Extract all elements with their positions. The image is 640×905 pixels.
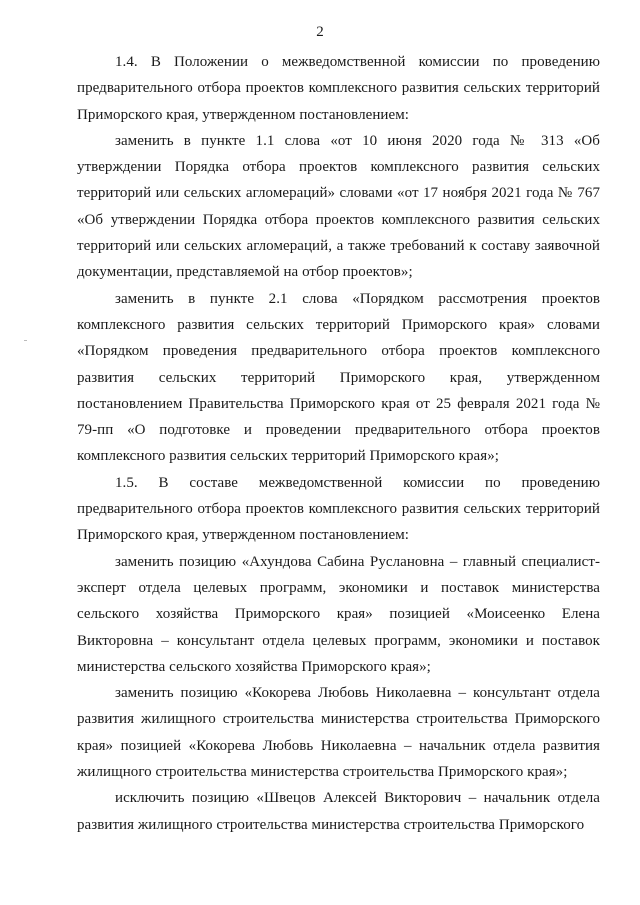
paragraph-1-5-intro: 1.5. В составе межведомственной комиссии по проведению предварительного отбора проектов комплексного развития сельских территорий Приморского края, утвержденном постановлением: (77, 474, 600, 544)
paragraph-replace-clause-1-1: заменить в пункте 1.1 слова «от 10 июня 2020 года № 313 «Об утверждении Порядка отбора проектов комплексного развития сельских территорий или сельских агломераций» словами «от 17 ноября 2021 года № 767 «Об утверждении Порядка отбора проектов комплексного развития сельских территорий или сельских агломераций, а также требований к составу заявочной документации, представляемой на отбор проектов»; (77, 132, 600, 281)
paragraph-replace-clause-2-1: заменить в пункте 2.1 слова «Порядком рассмотрения проектов комплексного развития сельских территорий Приморского края» словами «Порядком проведения предварительного отбора проектов комплексного развития сельских территорий Приморского края, утвержденном постановлением Правительства Приморского края от 25 февраля 2021 года № 79-пп «О подготовке и проведении предварительного отбора проектов комплексного развития сельских территорий Приморского края»; (77, 290, 600, 465)
paragraph-replace-akhundova: заменить позицию «Ахундова Сабина Руслановна – главный специалист-эксперт отдела целевых программ, экономики и поставок министерства сельского хозяйства Приморского края» позицией «Моисеенко Елена Викторовна – консультант отдела целевых программ, экономики и поставок министерства сельского хозяйства Приморского края»; (77, 553, 600, 675)
paragraph-replace-kokoreva: заменить позицию «Кокорева Любовь Николаевна – консультант отдела развития жилищного строительства министерства строительства Приморского края» позицией «Кокорева Любовь Николаевна – начальник отдела развития жилищного строительства министерства строительства Приморского края»; (77, 685, 600, 781)
page-number: 2 (316, 24, 324, 40)
document-body (77, 49, 600, 838)
margin-mark (24, 340, 27, 341)
paragraph-exclude-shvetsov: исключить позицию «Швецов Алексей Викторович – начальник отдела развития жилищного строительства министерства строительства Приморского (77, 790, 600, 833)
paragraph-1-4-intro: 1.4. В Положении о межведомственной комиссии по проведению предварительного отбора проектов комплексного развития сельских территорий Приморского края, утвержденном постановлением: (77, 54, 600, 123)
